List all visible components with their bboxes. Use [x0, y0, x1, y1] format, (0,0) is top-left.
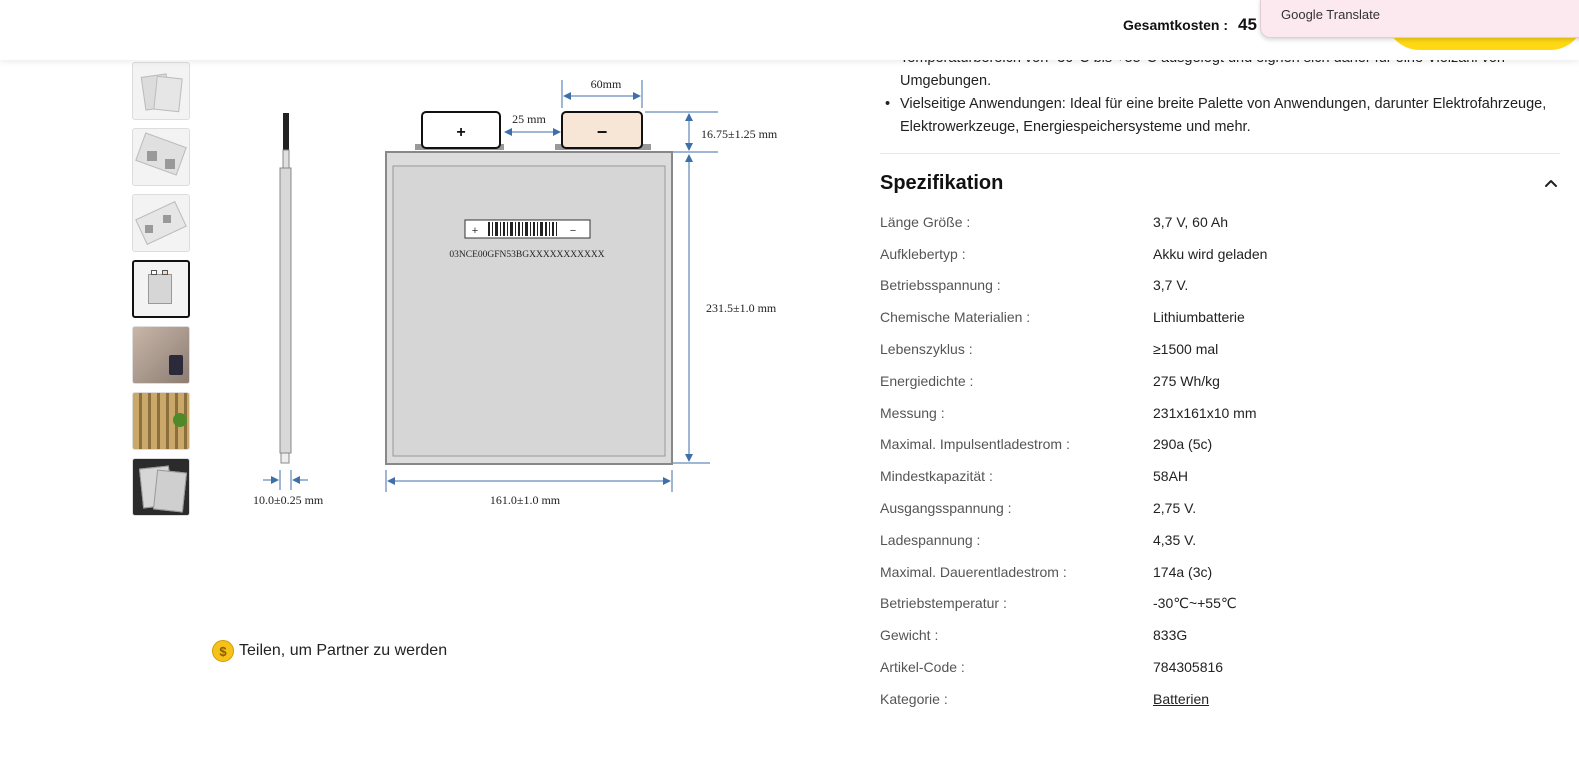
spec-value: 174a (3c) [1153, 563, 1213, 580]
dim-tab-gap: 25 mm [512, 112, 546, 126]
thumbnail-7[interactable] [132, 458, 190, 516]
label-plus: + [471, 225, 479, 237]
description-line: Umgebungen. [900, 73, 992, 89]
share-partner-link[interactable] [212, 640, 447, 662]
spec-row [880, 619, 1560, 651]
spec-section-title[interactable]: Spezifikation [880, 172, 1004, 194]
spec-row [880, 492, 1560, 524]
label-minus: − [569, 225, 577, 237]
spec-row [880, 270, 1560, 302]
side-view-cell [280, 168, 291, 453]
spec-key: Ausgangsspannung : [880, 500, 1012, 517]
spec-value: 58AH [1153, 468, 1189, 485]
spec-value: 2,75 V. [1153, 500, 1197, 517]
thumbnail-2[interactable] [132, 128, 190, 186]
spec-key: Länge Größe : [880, 213, 971, 230]
section-divider [880, 153, 1560, 154]
spec-value: 4,35 V. [1153, 531, 1197, 548]
dim-width: 161.0±1.0 mm [489, 493, 561, 507]
spec-key: Energiedichte : [880, 372, 974, 389]
spec-value [1153, 691, 1209, 707]
share-text: Teilen, um Partner zu werden [239, 642, 448, 659]
spec-row [880, 365, 1560, 397]
spec-row [880, 301, 1560, 333]
spec-key: Ladespannung : [880, 531, 981, 548]
coin-icon: $ [212, 640, 234, 662]
spec-row [880, 429, 1560, 461]
spec-row [880, 588, 1560, 620]
spec-row [880, 651, 1560, 683]
spec-row [880, 683, 1560, 715]
category-link[interactable]: Batterien [1153, 690, 1210, 707]
thumbnail-1[interactable] [132, 62, 190, 120]
battery-dimension-drawing [213, 60, 813, 580]
positive-sign: + [456, 124, 466, 141]
spec-value: 275 Wh/kg [1153, 372, 1220, 389]
spec-value: 784305816 [1153, 659, 1224, 676]
description-line: Vielseitige Anwendungen: Ideal für eine breite Palette von Anwendungen, darunter Elektrofahrzeuge, [900, 96, 1547, 112]
spec-row [880, 238, 1560, 270]
spec-value: 231x161x10 mm [1153, 404, 1257, 421]
product-description [880, 50, 1560, 139]
spec-key: Kategorie : [880, 690, 948, 707]
thumbnail-list [132, 62, 190, 524]
spec-value: 290a (5c) [1153, 436, 1213, 453]
spec-key: Aufklebertyp : [880, 245, 966, 262]
spec-row [880, 460, 1560, 492]
thumbnail-6[interactable] [132, 392, 190, 450]
dim-height: 231.5±1.0 mm [706, 301, 777, 315]
dim-tab-height: 16.75±1.25 mm [701, 127, 778, 141]
spec-key: Artikel-Code : [880, 659, 965, 676]
spec-key: Gewicht : [880, 627, 939, 644]
dim-tab-width: 60mm [590, 77, 622, 91]
spec-row [880, 556, 1560, 588]
spec-row [880, 397, 1560, 429]
negative-sign: − [596, 122, 608, 142]
product-main-image[interactable] [213, 60, 813, 580]
spec-row [880, 333, 1560, 365]
spec-value: 3,7 V. [1153, 277, 1189, 294]
side-tab [283, 113, 289, 151]
spec-key: Chemische Materialien : [880, 309, 1031, 326]
spec-key: Maximal. Impulsentladestrom : [880, 436, 1070, 453]
description-line: Elektrowerkzeuge, Energiespeichersysteme und mehr. [900, 119, 1251, 135]
chevron-up-icon[interactable] [1543, 175, 1559, 191]
spec-key: Mindestkapazität : [880, 468, 993, 485]
thumbnail-4[interactable] [132, 260, 190, 318]
spec-value: ≥1500 mal [1153, 341, 1219, 358]
spec-row [880, 206, 1560, 238]
spec-key: Lebenszyklus : [880, 341, 973, 358]
spec-row [880, 524, 1560, 556]
spec-key: Betriebstemperatur : [880, 595, 1007, 612]
google-translate-popup[interactable] [1260, 0, 1579, 38]
total-cost-value: 45 [1238, 15, 1257, 34]
spec-value: -30℃~+55℃ [1153, 594, 1237, 611]
total-cost-label: Gesamtkosten : [1123, 17, 1229, 33]
spec-table [880, 206, 1560, 715]
spec-value: 3,7 V, 60 Ah [1153, 213, 1228, 230]
spec-value: 833G [1153, 627, 1188, 644]
google-translate-label: Google Translate [1281, 7, 1381, 22]
thumbnail-3[interactable] [132, 194, 190, 252]
spec-value: Lithiumbatterie [1153, 309, 1245, 326]
serial-number: 03NCE00GFN53BGXXXXXXXXXXX [449, 250, 605, 260]
thumbnail-5[interactable] [132, 326, 190, 384]
description-bullet [880, 93, 1560, 139]
dim-thickness: 10.0±0.25 mm [253, 493, 324, 507]
spec-key: Messung : [880, 404, 945, 421]
spec-key: Maximal. Dauerentladestrom : [880, 563, 1067, 580]
spec-value: Akku wird geladen [1153, 245, 1268, 262]
spec-key: Betriebsspannung : [880, 277, 1001, 294]
